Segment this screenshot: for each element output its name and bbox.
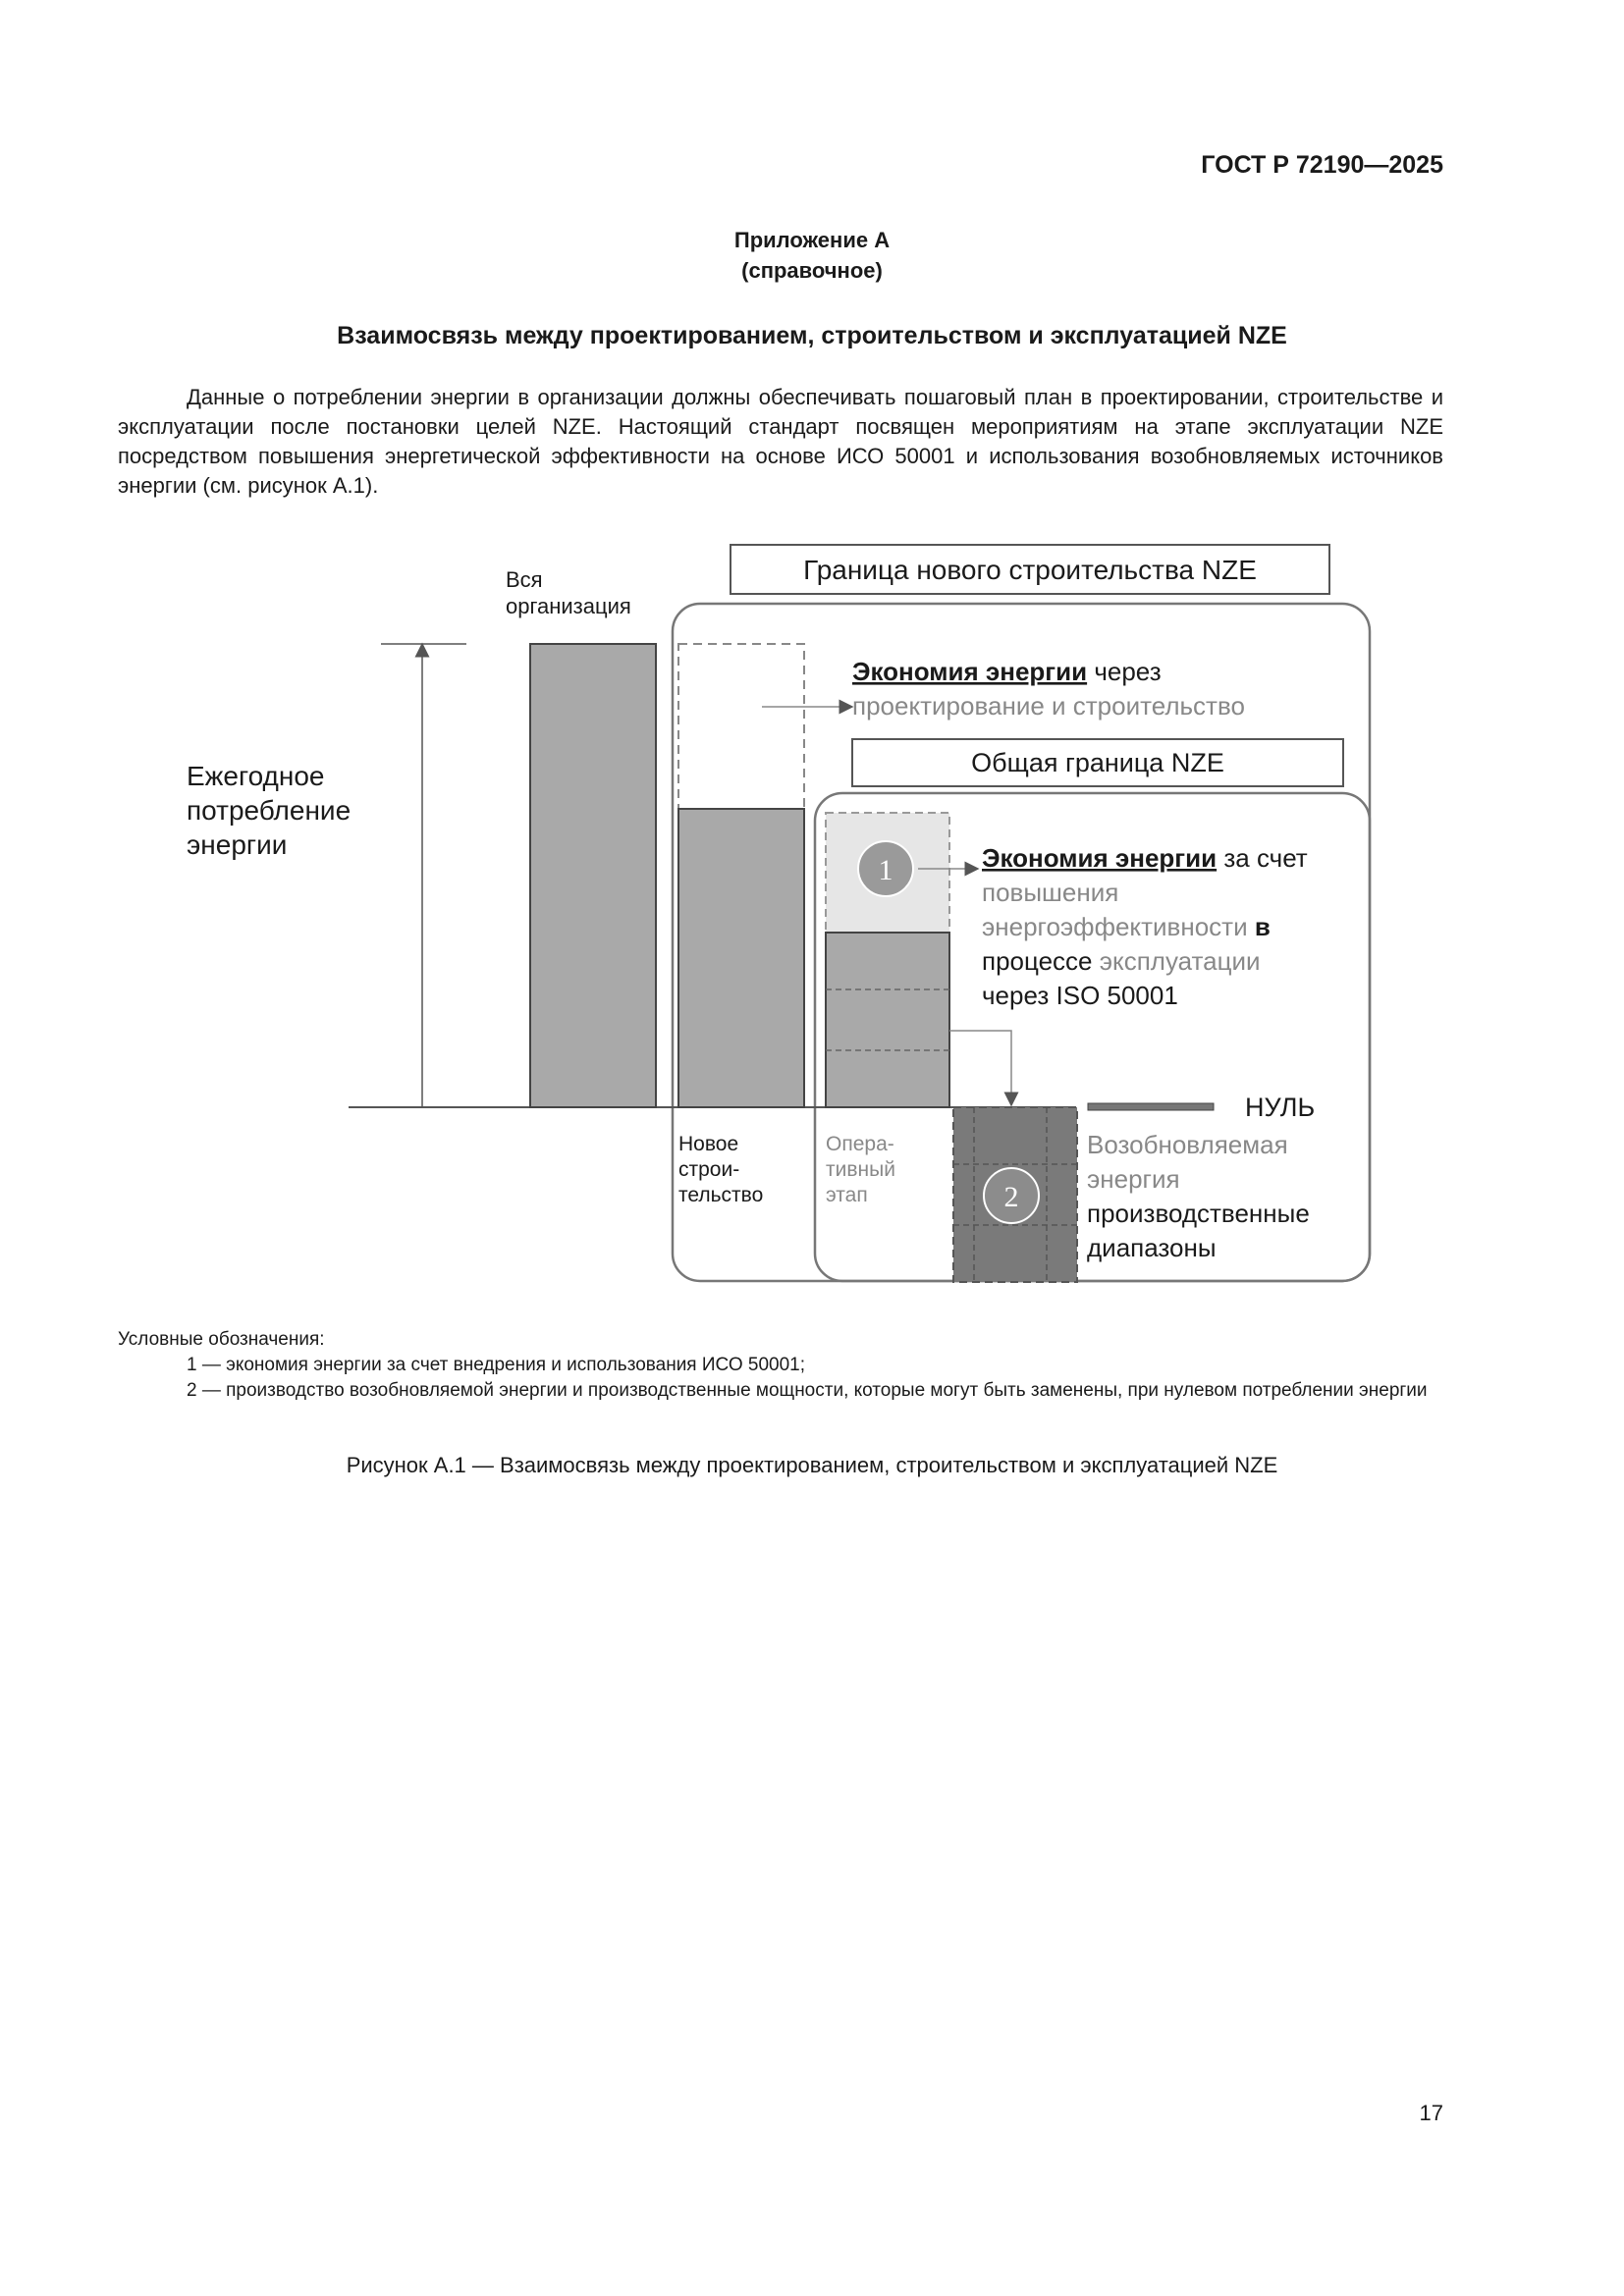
design-savings-bold: Экономия энергии: [852, 657, 1088, 686]
renewable-line3: производственные: [1087, 1199, 1310, 1228]
ops-savings-line4-grey: эксплуатации: [1092, 946, 1261, 976]
marker-2-label: 2: [1003, 1181, 1019, 1213]
new-build-label-3: тельство: [678, 1184, 764, 1206]
energy-diagram: [118, 530, 1492, 1296]
ops-savings-line3: [982, 912, 1271, 941]
new-build-bar: [678, 809, 804, 1107]
legend-title: Условные обозначения:: [118, 1329, 325, 1350]
zero-label: НУЛЬ: [1245, 1093, 1316, 1122]
ops-savings-line1: [982, 843, 1308, 873]
section-title: Взаимосвязь между проектированием, строительством и эксплуатацией NZE: [337, 322, 1287, 349]
annex-title: Приложение А: [733, 228, 891, 252]
renewable-line4: диапазоны: [1087, 1233, 1217, 1262]
figure-caption: Рисунок А.1 — Взаимосвязь между проектированием, строительством и эксплуатацией NZE: [346, 1453, 1278, 1477]
y-label-line3: энергии: [187, 829, 288, 860]
intro-text: Данные о потреблении энергии в организации должны обеспечивать пошаговый план в проектировании, строительстве и эксплуатации после постановки целей NZE. Настоящий стандарт посвящен мероприятиям на этапе эксплуатации NZE посредством повышения энергетической эффективности на основе ИСО 50001 и использования возобновляемых источников энергии (см. рисунок А.1).: [118, 385, 1443, 498]
ops-to-renewable-connector: [949, 1031, 1011, 1099]
design-savings-rest: через: [1087, 657, 1162, 686]
new-build-label-1: Новое: [678, 1133, 739, 1155]
annex-type: (справочное): [741, 258, 883, 283]
y-label-line2: потребление: [187, 795, 352, 826]
zero-line: [1088, 1103, 1214, 1110]
new-build-label-2: строи-: [678, 1158, 740, 1181]
whole-org-label-1: Вся: [506, 567, 543, 592]
design-savings-line1: [852, 657, 1162, 686]
ops-label-1: Опера-: [826, 1133, 894, 1155]
page-number: 17: [1419, 2101, 1443, 2125]
ops-bar: [826, 933, 949, 1107]
total-boundary-label: Общая граница NZE: [971, 748, 1224, 777]
design-savings-dashed-box: [678, 644, 804, 809]
ops-label-3: этап: [826, 1184, 868, 1206]
new-build-boundary-label: Граница нового строительства NZE: [803, 555, 1257, 585]
ops-savings-line2: повышения: [982, 878, 1119, 907]
ops-savings-line4: [982, 946, 1261, 976]
intro-paragraph: [118, 383, 1443, 501]
ops-savings-line3-dark: в: [1247, 912, 1271, 941]
ops-label-2: тивный: [826, 1158, 895, 1181]
renewable-line1: Возобновляемая: [1087, 1130, 1288, 1159]
standard-number: ГОСТ Р 72190—2025: [1201, 151, 1443, 179]
legend-item-1: 1 — экономия энергии за счет внедрения и использования ИСО 50001;: [187, 1355, 806, 1375]
renewable-line2: энергия: [1087, 1164, 1180, 1194]
whole-org-label-2: организация: [506, 594, 631, 618]
legend-item-2: 2 — производство возобновляемой энергии и производственные мощности, которые могут быть заменены, при нулевом потреблении энергии: [187, 1380, 1428, 1401]
ops-savings-bold: Экономия энергии: [982, 843, 1218, 873]
ops-savings-line5: через ISO 50001: [982, 981, 1178, 1010]
whole-org-bar: [530, 644, 656, 1107]
ops-savings-line3-grey: энергоэффективности: [982, 912, 1248, 941]
marker-1-label: 1: [878, 854, 893, 886]
ops-savings-line4-dark: процессе: [982, 946, 1093, 976]
ops-savings-rest: за счет: [1217, 843, 1308, 873]
design-savings-line2: проектирование и строительство: [852, 691, 1245, 721]
y-label-line1: Ежегодное: [187, 761, 325, 791]
